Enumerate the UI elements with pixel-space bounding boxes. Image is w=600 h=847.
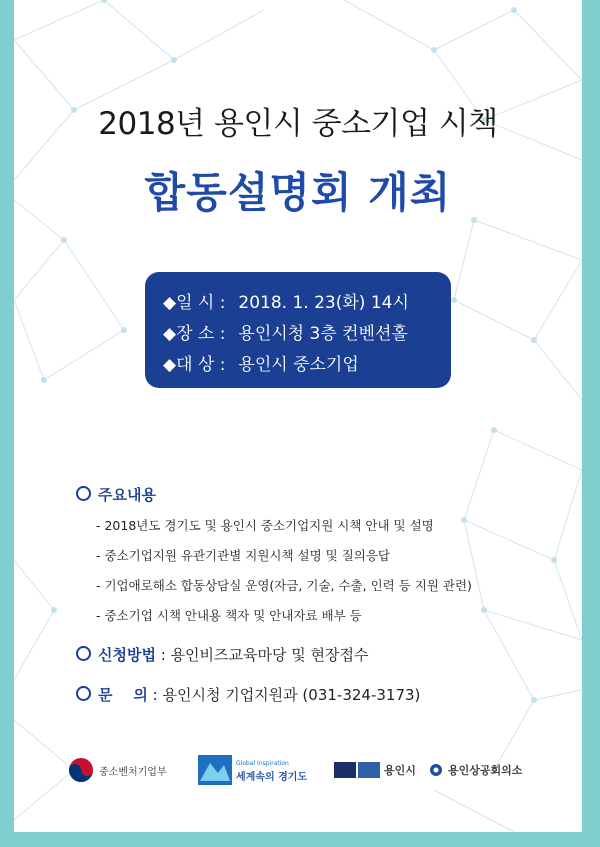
circle-bullet-icon (76, 486, 91, 501)
poster-sheet (14, 0, 582, 832)
taegeuk-icon (68, 757, 94, 783)
mss-logo-text: 중소벤처기업부 (99, 766, 167, 778)
event-info-box (145, 272, 451, 388)
circle-bullet-icon (76, 686, 91, 701)
gyeonggi-emblem-icon (198, 755, 232, 785)
info-value-target: 용인시 중소기업 (238, 355, 359, 375)
apply-label: 신청방법 (98, 646, 156, 664)
info-row-target (163, 350, 359, 375)
main-content-heading (76, 484, 156, 505)
main-content-heading-text: 주요내용 (98, 486, 156, 504)
gear-icon (428, 762, 444, 778)
content-item: - 중소기업 시책 안내용 책자 및 안내자료 배부 등 (96, 608, 362, 623)
gyeonggi-logo-subtext: Global Inspiration (236, 759, 289, 767)
info-row-date (163, 288, 409, 313)
apply-value: : 용인비즈교육마당 및 현장접수 (160, 646, 369, 664)
title-line-2: 합동설명회 개최 (144, 168, 452, 217)
inquiry (76, 684, 420, 705)
chamber-logo-text: 용인상공회의소 (448, 764, 523, 777)
sponsor-logos (14, 752, 582, 792)
apply-method (76, 644, 368, 665)
info-label-target: ◆대 상 : (163, 355, 226, 375)
chamber-logo (428, 752, 522, 788)
inquiry-value: : 용인시청 기업지원과 (031-324-3173) (152, 686, 421, 704)
info-row-place (163, 319, 408, 344)
content-item: - 중소기업지원 유관기관별 지원시책 설명 및 질의응답 (96, 548, 391, 563)
mss-logo (68, 752, 167, 788)
title-line-1: 2018년 용인시 중소기업 시책 (98, 106, 498, 142)
inquiry-label: 문 의 (98, 686, 148, 704)
circle-bullet-icon (76, 646, 91, 661)
yongin-logo (334, 752, 416, 788)
info-label-place: ◆장 소 : (163, 324, 226, 344)
yongin-logo-text: 용인시 (384, 764, 416, 777)
info-label-date: ◆일 시 : (163, 293, 226, 313)
gyeonggi-logo-text: 세계속의 경기도 (236, 771, 308, 783)
info-value-place: 용인시청 3층 컨벤션홀 (238, 324, 408, 344)
yongin-badge-icon (334, 762, 356, 778)
yongin-badge-icon (358, 762, 380, 778)
content-item: - 2018년도 경기도 및 용인시 중소기업지원 시책 안내 및 설명 (96, 518, 434, 533)
gyeonggi-logo (198, 752, 307, 788)
content-item: - 기업애로해소 합동상담실 운영(자금, 기술, 수출, 인력 등 지원 관련) (96, 578, 472, 593)
info-value-date: 2018. 1. 23(화) 14시 (238, 293, 409, 313)
